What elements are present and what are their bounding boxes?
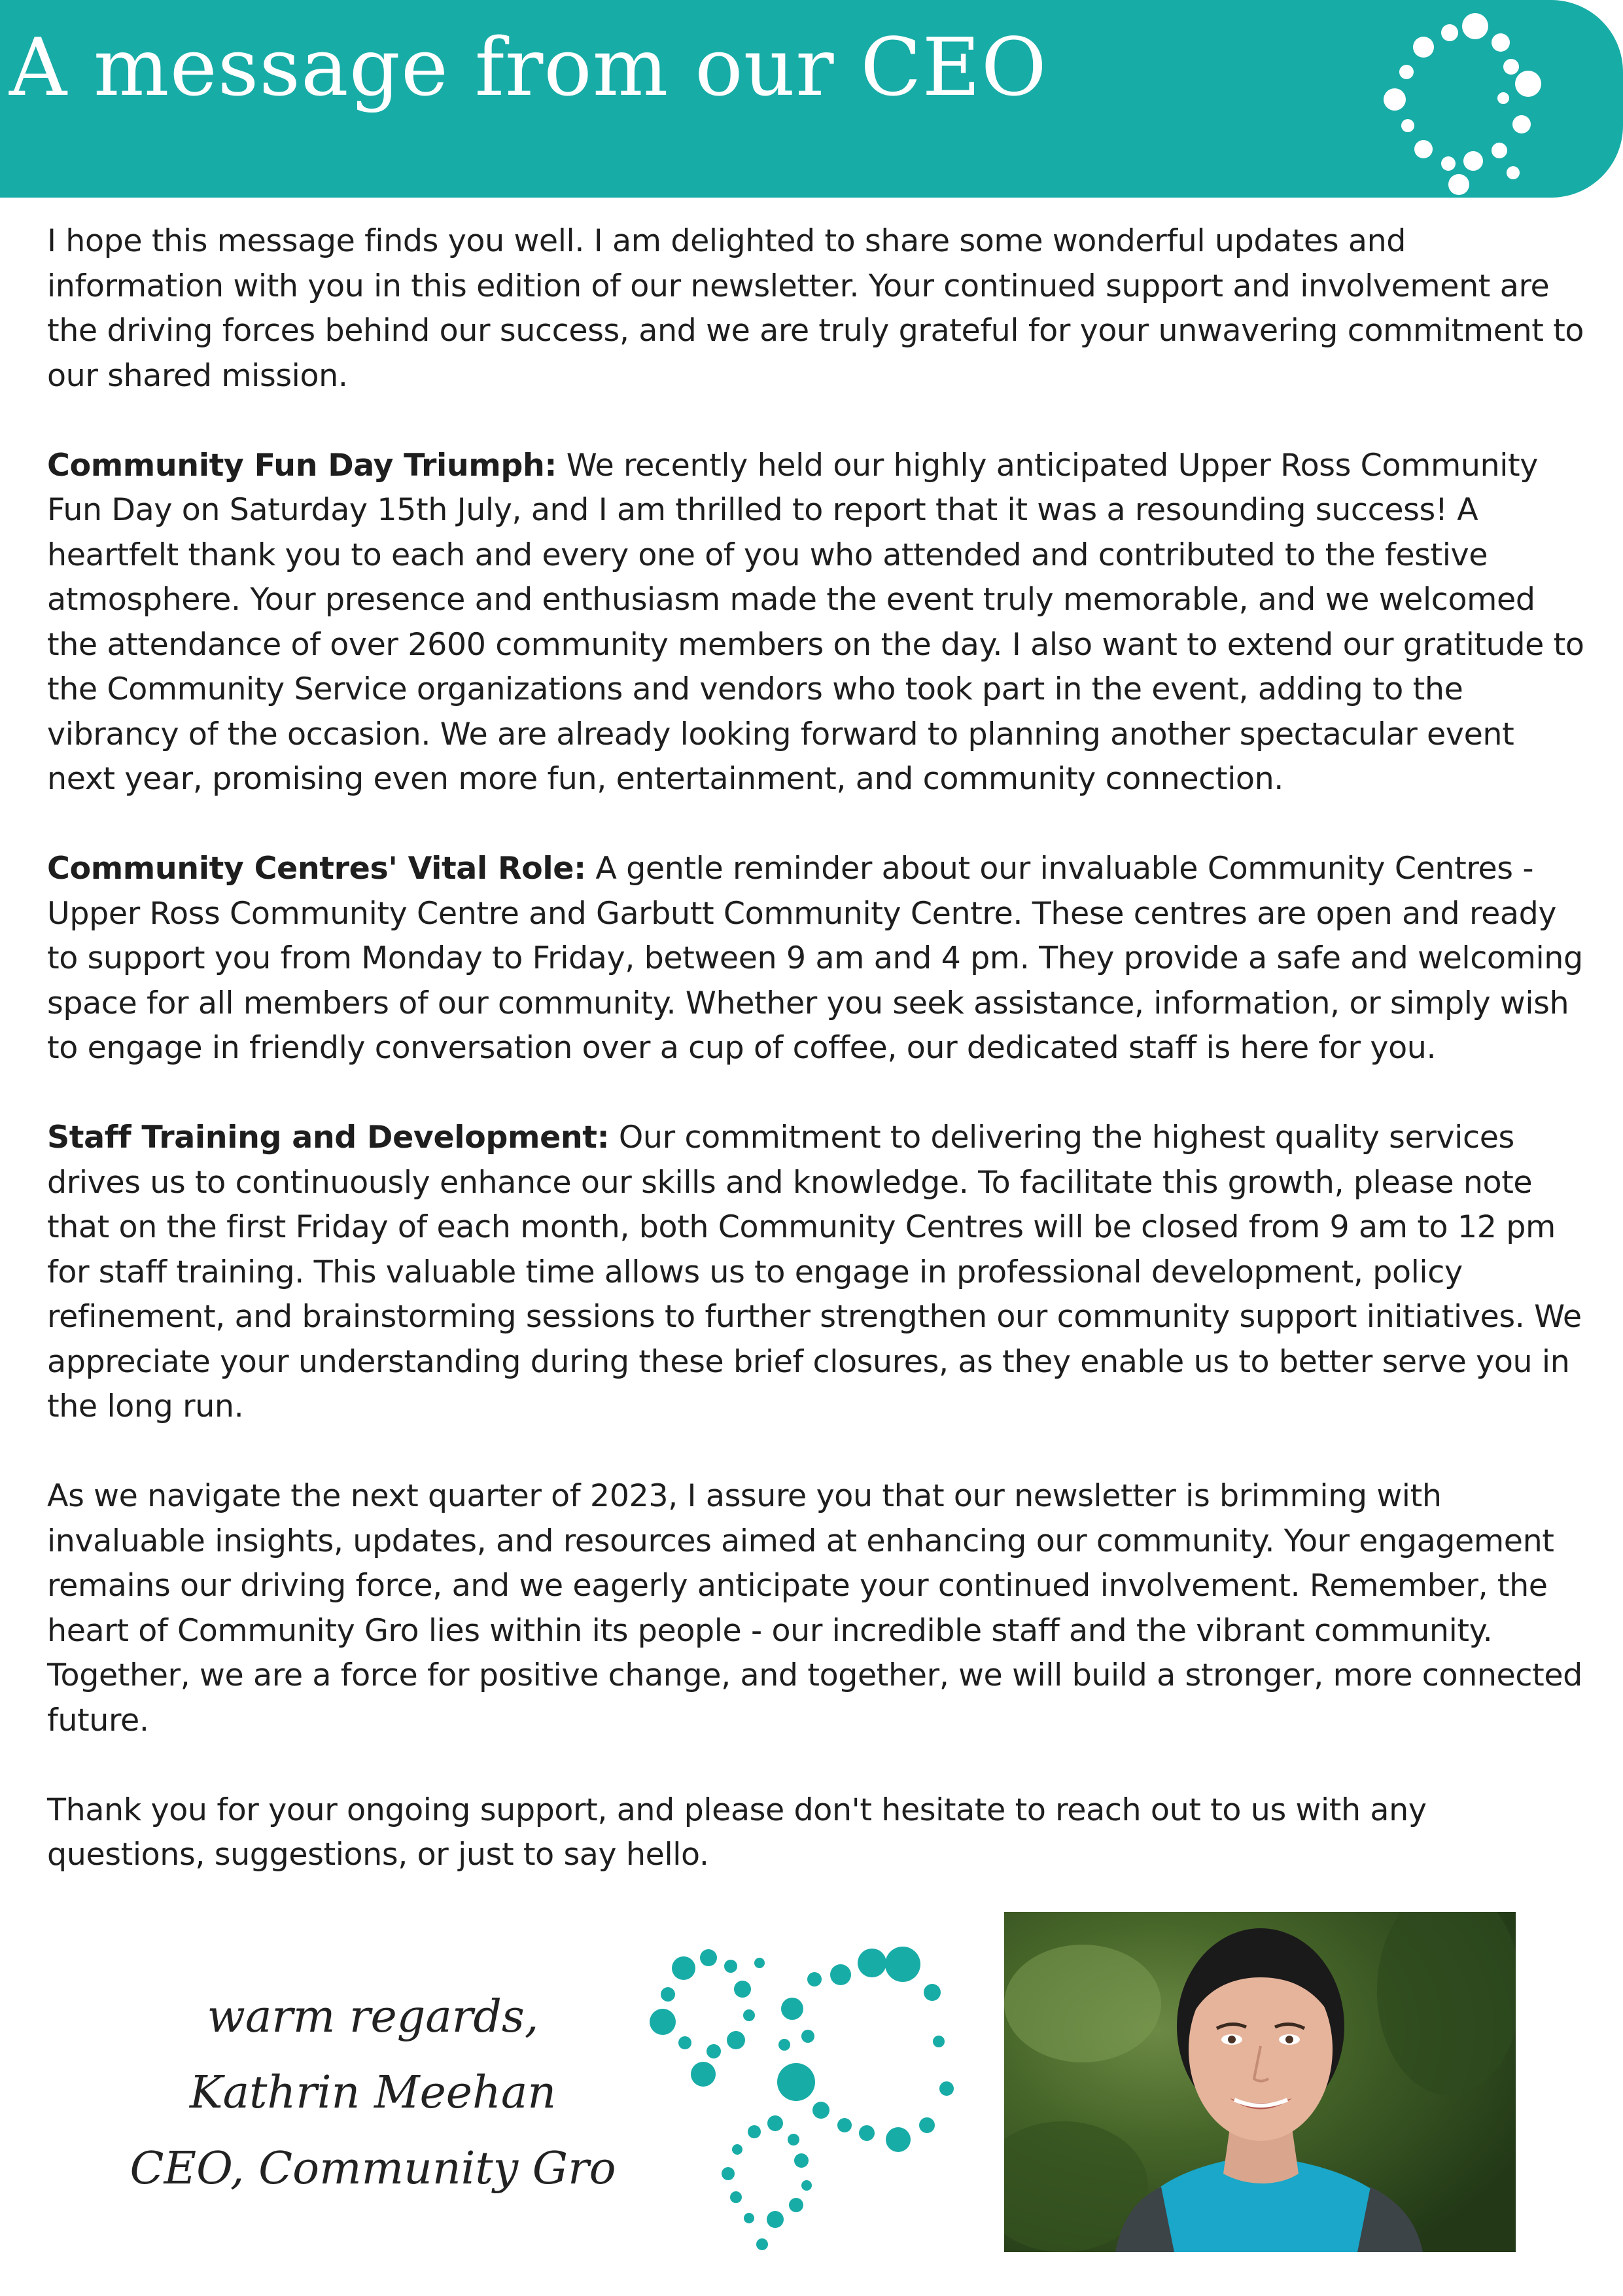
ceo-portrait-photo [1004,1912,1516,2252]
page-title: A message from our CEO [9,21,1047,114]
paragraph-text: Thank you for your ongoing support, and please don't hesitate to reach out to us with any questions, suggestions, or just to say hello. [47,1792,1427,1873]
paragraph-text: As we navigate the next quarter of 2023, I assure you that our newsletter is brimming with invaluable insights, updates, and resources aimed at enhancing our community. Your engagement remains our driving force, and we eagerly anticipate your continued involvement. Remember, the heart of Community Gro lies within its people - our incredible staff and the vibrant community. Together, we are a force for positive change, and together, we will build a stronger, more connected future. [47,1478,1582,1739]
header-banner [0,0,1623,198]
paragraph-text: I hope this message finds you well. I am delighted to share some wonderful updates and information with you in this edition of our newsletter. Your continued support and involvement are the driving forces behind our success, and we are truly grateful for your unwavering commitment to our shared mission. [47,223,1584,394]
decorative-dots-icon [644,1917,1011,2257]
portrait-illustration [1004,1912,1516,2252]
paragraph-fun-day [47,444,1591,802]
signature-block [105,1979,641,2207]
letter-body [47,219,1591,1878]
signature-closing: warm regards, [207,1991,539,2043]
paragraph-text: We recently held our highly anticipated Upper Ross Community Fun Day on Saturday 15th July, and I am thrilled to report that it was a resounding success! A heartfelt thank you to each and every one of you who attended and contributed to the festive atmosphere. Your presence and enthusiasm made the event truly memorable, and we welcomed the attendance of over 2600 community members on the day. I also want to extend our gratitude to the Community Service organizations and vendors who took part in the event, adding to the vibrancy of the occasion. We are already looking forward to planning another spectacular event next year, promising even more fun, entertainment, and community connection. [47,447,1584,797]
dot-circle-icon [1361,7,1557,196]
paragraph-next-quarter [47,1474,1591,1743]
paragraph-community-centres [47,847,1591,1071]
paragraph-intro [47,219,1591,398]
signature-role: CEO, Community Gro [130,2143,616,2195]
paragraph-text: Our commitment to delivering the highest quality services drives us to continuously enhance our skills and knowledge. To facilitate this growth, please note that on the first Friday of each month, both Community Centres will be closed from 9 am to 12 pm for staff training. This valuable time allows us to engage in professional development, policy refinement, and brainstorming sessions to further strengthen our community support initiatives. We appreciate your understanding during these brief closures, as they enable us to better serve you in the long run. [47,1120,1582,1424]
paragraph-heading: Community Fun Day Triumph: [47,447,557,484]
paragraph-text: A gentle reminder about our invaluable Community Centres - Upper Ross Community Centre and Garbutt Community Centre. These centres are open and ready to support you from Monday to Friday, between 9 am and 4 pm. They provide a safe and welcoming space for all members of our community. Whether you seek assistance, information, or simply wish to engage in friendly conversation over a cup of coffee, our dedicated staff is here for you. [47,851,1583,1066]
signature-name: Kathrin Meehan [189,2067,557,2119]
paragraph-heading: Community Centres' Vital Role: [47,851,586,887]
paragraph-staff-training [47,1116,1591,1430]
paragraph-thank-you [47,1788,1591,1878]
paragraph-heading: Staff Training and Development: [47,1120,610,1156]
